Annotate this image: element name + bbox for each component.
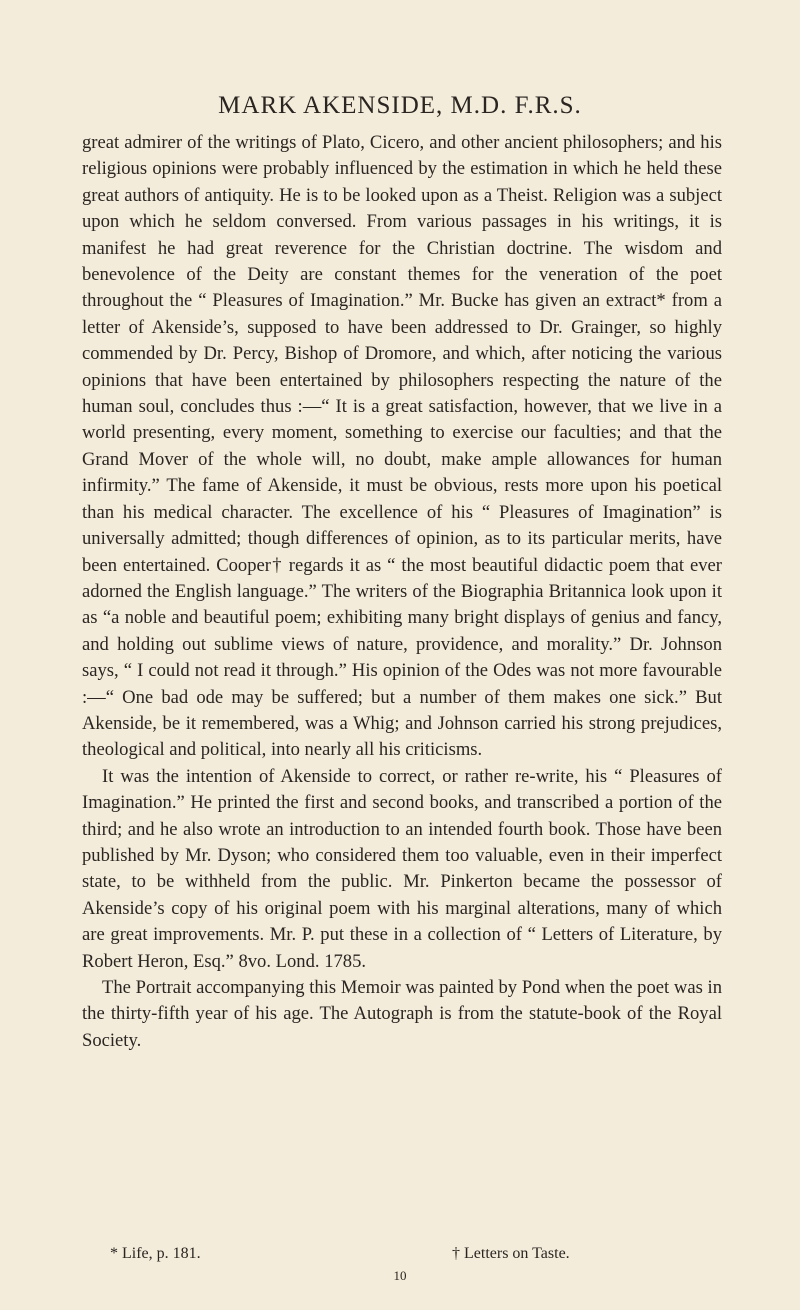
paragraph-1: great admirer of the writings of Plato, Cicero, and other ancient philosophers; and his religious opinions were probably influenced by the estimation in which he held these great authors of antiquity. He is to be looked upon as a Theist. Religion was a subject upon which he seldom conversed. From various passages in his writings, it is manifest he had great reverence for the Christian doctrine. The wisdom and benevolence of the Deity are constant themes for the veneration of the poet throughout the “ Pleasures of Imagination.” Mr. Bucke has given an extract* from a letter of Akenside’s, supposed to have been addressed to Dr. Grainger, so highly commended by Dr. Percy, Bishop of Dromore, and which, after noticing the various opinions that have been entertained by philosophers respecting the nature of the human soul, concludes thus :—“ It is a great satisfaction, however, that we live in a world presenting, every moment, something to exercise our faculties; and that the Grand Mover of the whole will, no doubt, make ample allowances for human infirmity.” The fame of Akenside, it must be obvious, rests more upon his poetical than his medical character. The excellence of his “ Pleasures of Imagination” is universally admitted; though differences of opinion, as to its particular merits, have been entertained. Cooper† regards it as “ the most beautiful didactic poem that ever adorned the English language.” The writers of the Biographia Britannica look upon it as “a noble and beautiful poem; exhibiting many bright displays of genius and fancy, and holding out sublime views of nature, providence, and morality.” Dr. Johnson says, “ I could not read it through.” His opinion of the Odes was not more favourable :—“ One bad ode may be suffered; but a number of them makes one sick.” But Akenside, be it remembered, was a Whig; and Johnson carried his strong prejudices, theological and political, into nearly all his criticisms. bbox=[82, 132, 722, 761]
paragraph-3: The Portrait accompanying this Memoir was painted by Pond when the poet was in the thirty-fifth year of his age. The Autograph is from the statute-book of the Royal Society. bbox=[82, 977, 722, 1051]
footnote-life: * Life, p. 181. bbox=[110, 1245, 201, 1262]
footnote-letters: † Letters on Taste. bbox=[452, 1245, 570, 1262]
body-text bbox=[82, 130, 722, 1054]
paragraph-2: It was the intention of Akenside to correct, or rather re-write, his “ Pleasures of Imagination.” He printed the first and second books, and transcribed a portion of the third; and he also wrote an introduction to an intended fourth book. Those have been published by Mr. Dyson; who considered them too valuable, even in their imperfect state, to be withheld from the public. Mr. Pinkerton became the possessor of Akenside’s copy of his original poem with his marginal alterations, many of which are great improvements. Mr. P. put these in a collection of “ Letters of Literature, by Robert Heron, Esq.” 8vo. Lond. 1785. bbox=[82, 765, 722, 972]
running-head: MARK AKENSIDE, M.D. F.R.S. bbox=[218, 92, 582, 119]
page-number: 10 bbox=[393, 1268, 407, 1283]
